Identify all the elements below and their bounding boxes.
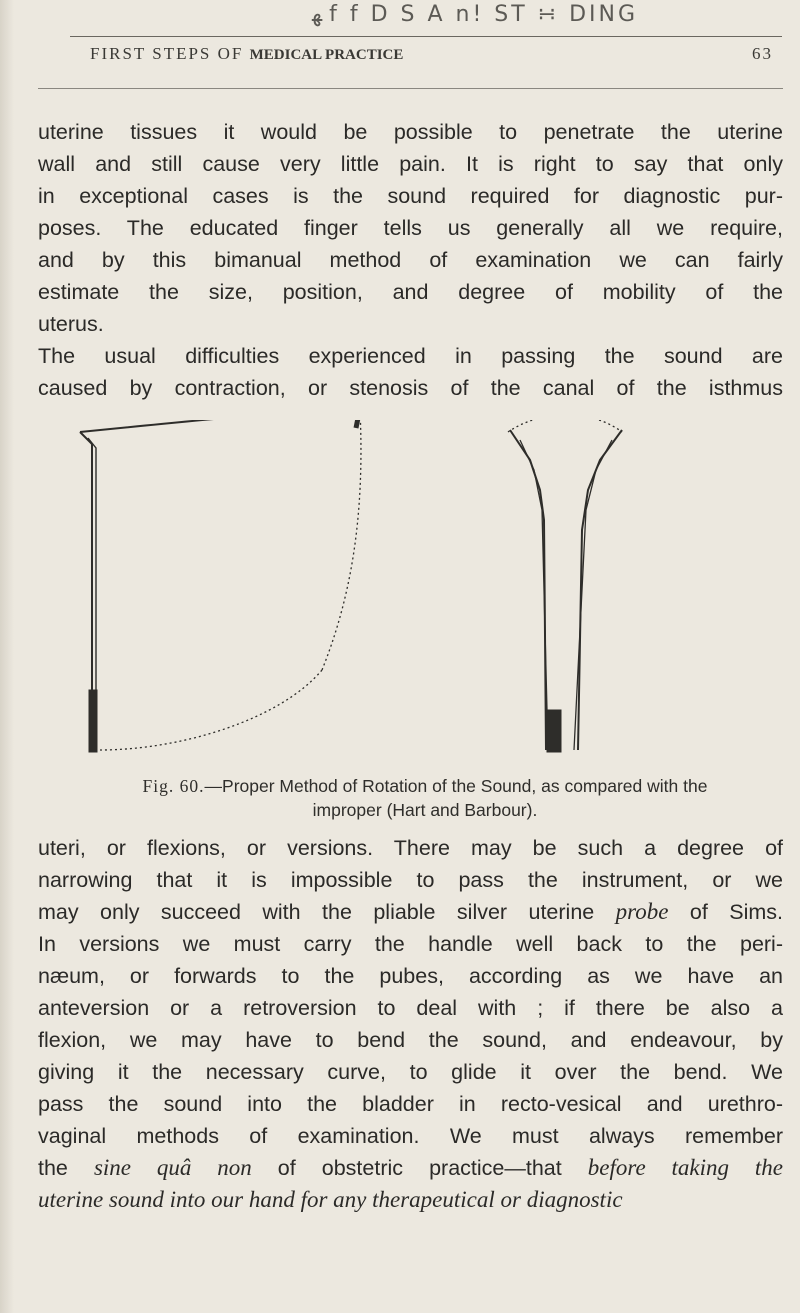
paragraph-1: [38, 116, 783, 340]
paragraph-3: [38, 832, 783, 1216]
text-line: narrowing that it is impossible to pass the instrument, or we: [38, 868, 783, 892]
text-run: of Sims.: [668, 900, 783, 924]
figure-caption: [60, 774, 790, 822]
text-line: pass the sound into the bladder in recto-vesical and urethro-: [38, 1092, 783, 1116]
running-head-garbled: MEDICAL PRACTICE: [249, 47, 404, 63]
figure-label: Fig. 60.: [142, 776, 205, 796]
figure-60-illustration: [60, 420, 780, 765]
text-line: uterine tissues it would be possible to penetrate the uterine: [38, 120, 783, 144]
text-line: uteri, or flexions, or versions. There may be such a degree of: [38, 836, 783, 860]
running-head: [90, 44, 790, 64]
text-line: In versions we must carry the handle well back to the peri-: [38, 932, 783, 956]
right-sound-drawing: [508, 420, 622, 752]
text-run: of obstetric practice—that: [251, 1156, 588, 1180]
text-line: in exceptional cases is the sound required for diagnostic pur-: [38, 184, 783, 208]
text-line: The usual difficulties experienced in passing the sound are: [38, 344, 783, 368]
text-line: flexion, we may have to bend the sound, and endeavour, by: [38, 1028, 783, 1052]
caption-line: improper (Hart and Barbour).: [312, 800, 538, 820]
caption-line: [60, 774, 790, 798]
page-number: 63: [752, 44, 773, 63]
text-line: poses. The educated finger tells us generally all we require,: [38, 216, 783, 240]
header-rule: [38, 88, 783, 89]
text-line: vaginal methods of examination. We must always remember: [38, 1124, 783, 1148]
text-line: wall and still cause very little pain. It is right to say that only: [38, 152, 783, 176]
italic-run: probe: [615, 899, 669, 924]
text-line: estimate the size, position, and degree of mobility of the: [38, 280, 783, 304]
caption-text: —Proper Method of Rotation of the Sound, as compared with the: [204, 776, 708, 796]
italic-run: sine quâ non: [93, 1155, 252, 1180]
text-line: giving it the necessary curve, to glide it over the bend. We: [38, 1060, 783, 1084]
left-sound-drawing: [80, 420, 361, 752]
uterine-sound-diagram: [60, 420, 780, 765]
bleed-through-text: ﻬ f f D S A n! ST ∺ DING: [311, 2, 639, 27]
text-run: may only succeed with the pliable silver uterine: [38, 900, 616, 924]
running-head-text: FIRST STEPS OF: [90, 44, 250, 63]
text-line: [38, 1152, 783, 1184]
text-line: and by this bimanual method of examination we can fairly: [38, 248, 783, 272]
italic-run: before taking the: [587, 1155, 783, 1180]
text-run: the: [38, 1156, 94, 1180]
text-line: næum, or forwards to the pubes, according as we have an: [38, 964, 783, 988]
text-line: [38, 1184, 783, 1216]
italic-run: uterine sound into our hand for any therapeutical or diagnostic: [38, 1187, 623, 1212]
paragraph-2: [38, 340, 783, 404]
text-line: uterus.: [38, 312, 104, 336]
text-line: [38, 896, 783, 928]
text-line: caused by contraction, or stenosis of the canal of the isthmus: [38, 376, 783, 400]
top-rule: [70, 36, 782, 37]
page-edge: [0, 0, 14, 1313]
text-line: anteversion or a retroversion to deal with ; if there be also a: [38, 996, 783, 1020]
